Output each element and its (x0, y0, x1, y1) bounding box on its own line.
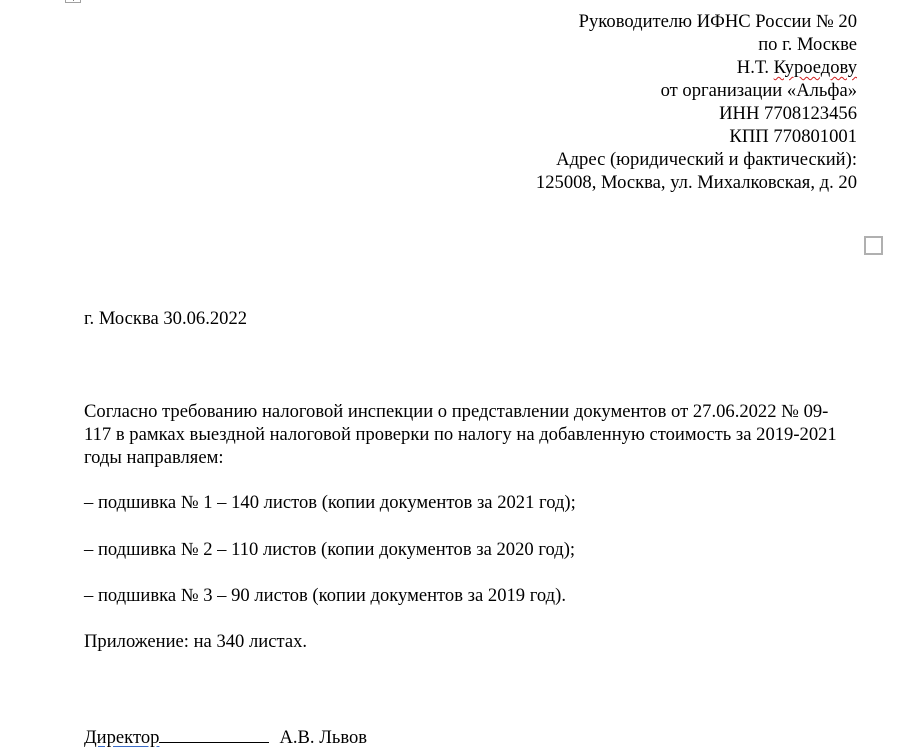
recipient-surname-spellcheck[interactable]: Куроедову (773, 57, 857, 78)
signature-block (84, 724, 367, 749)
addressee-kpp: КПП 770801001 (729, 126, 857, 147)
body-paragraph: Согласно требованию налоговой инспекции о представлении документов от 27.06.2022 № 09-117 в рамках выездной налоговой проверки по налогу на добавленную стоимость за 2019-2021 годы направляем: (84, 401, 837, 468)
appendix-note: Приложение: на 340 листах. (84, 631, 308, 652)
addressee-block (536, 10, 857, 194)
addressee-line: Руководителю ИФНС России № 20 (578, 11, 857, 32)
addressee-line: по г. Москве (758, 34, 857, 55)
place-and-date: г. Москва 30.06.2022 (84, 308, 248, 329)
list-item: – подшивка № 1 – 140 листов (копии документов за 2021 год); (84, 492, 576, 513)
addressee-address: 125008, Москва, ул. Михалковская, д. 20 (535, 172, 857, 193)
object-anchor-icon[interactable] (65, 0, 81, 3)
signature-title: Директор (84, 727, 160, 748)
signature-name: А.В. Львов (279, 727, 368, 748)
recipient-initials: Н.Т. (736, 57, 774, 78)
text-box-handle-icon[interactable] (864, 236, 883, 255)
list-item: – подшивка № 2 – 110 листов (копии документов за 2020 год); (84, 539, 576, 560)
addressee-inn: ИНН 7708123456 (719, 103, 857, 124)
signature-line (159, 724, 269, 743)
addressee-recipient (536, 56, 857, 79)
addressee-line: Адрес (юридический и фактический): (556, 149, 857, 170)
list-item: – подшивка № 3 – 90 листов (копии документов за 2019 год). (84, 585, 566, 606)
addressee-line: от организации «Альфа» (660, 80, 857, 101)
